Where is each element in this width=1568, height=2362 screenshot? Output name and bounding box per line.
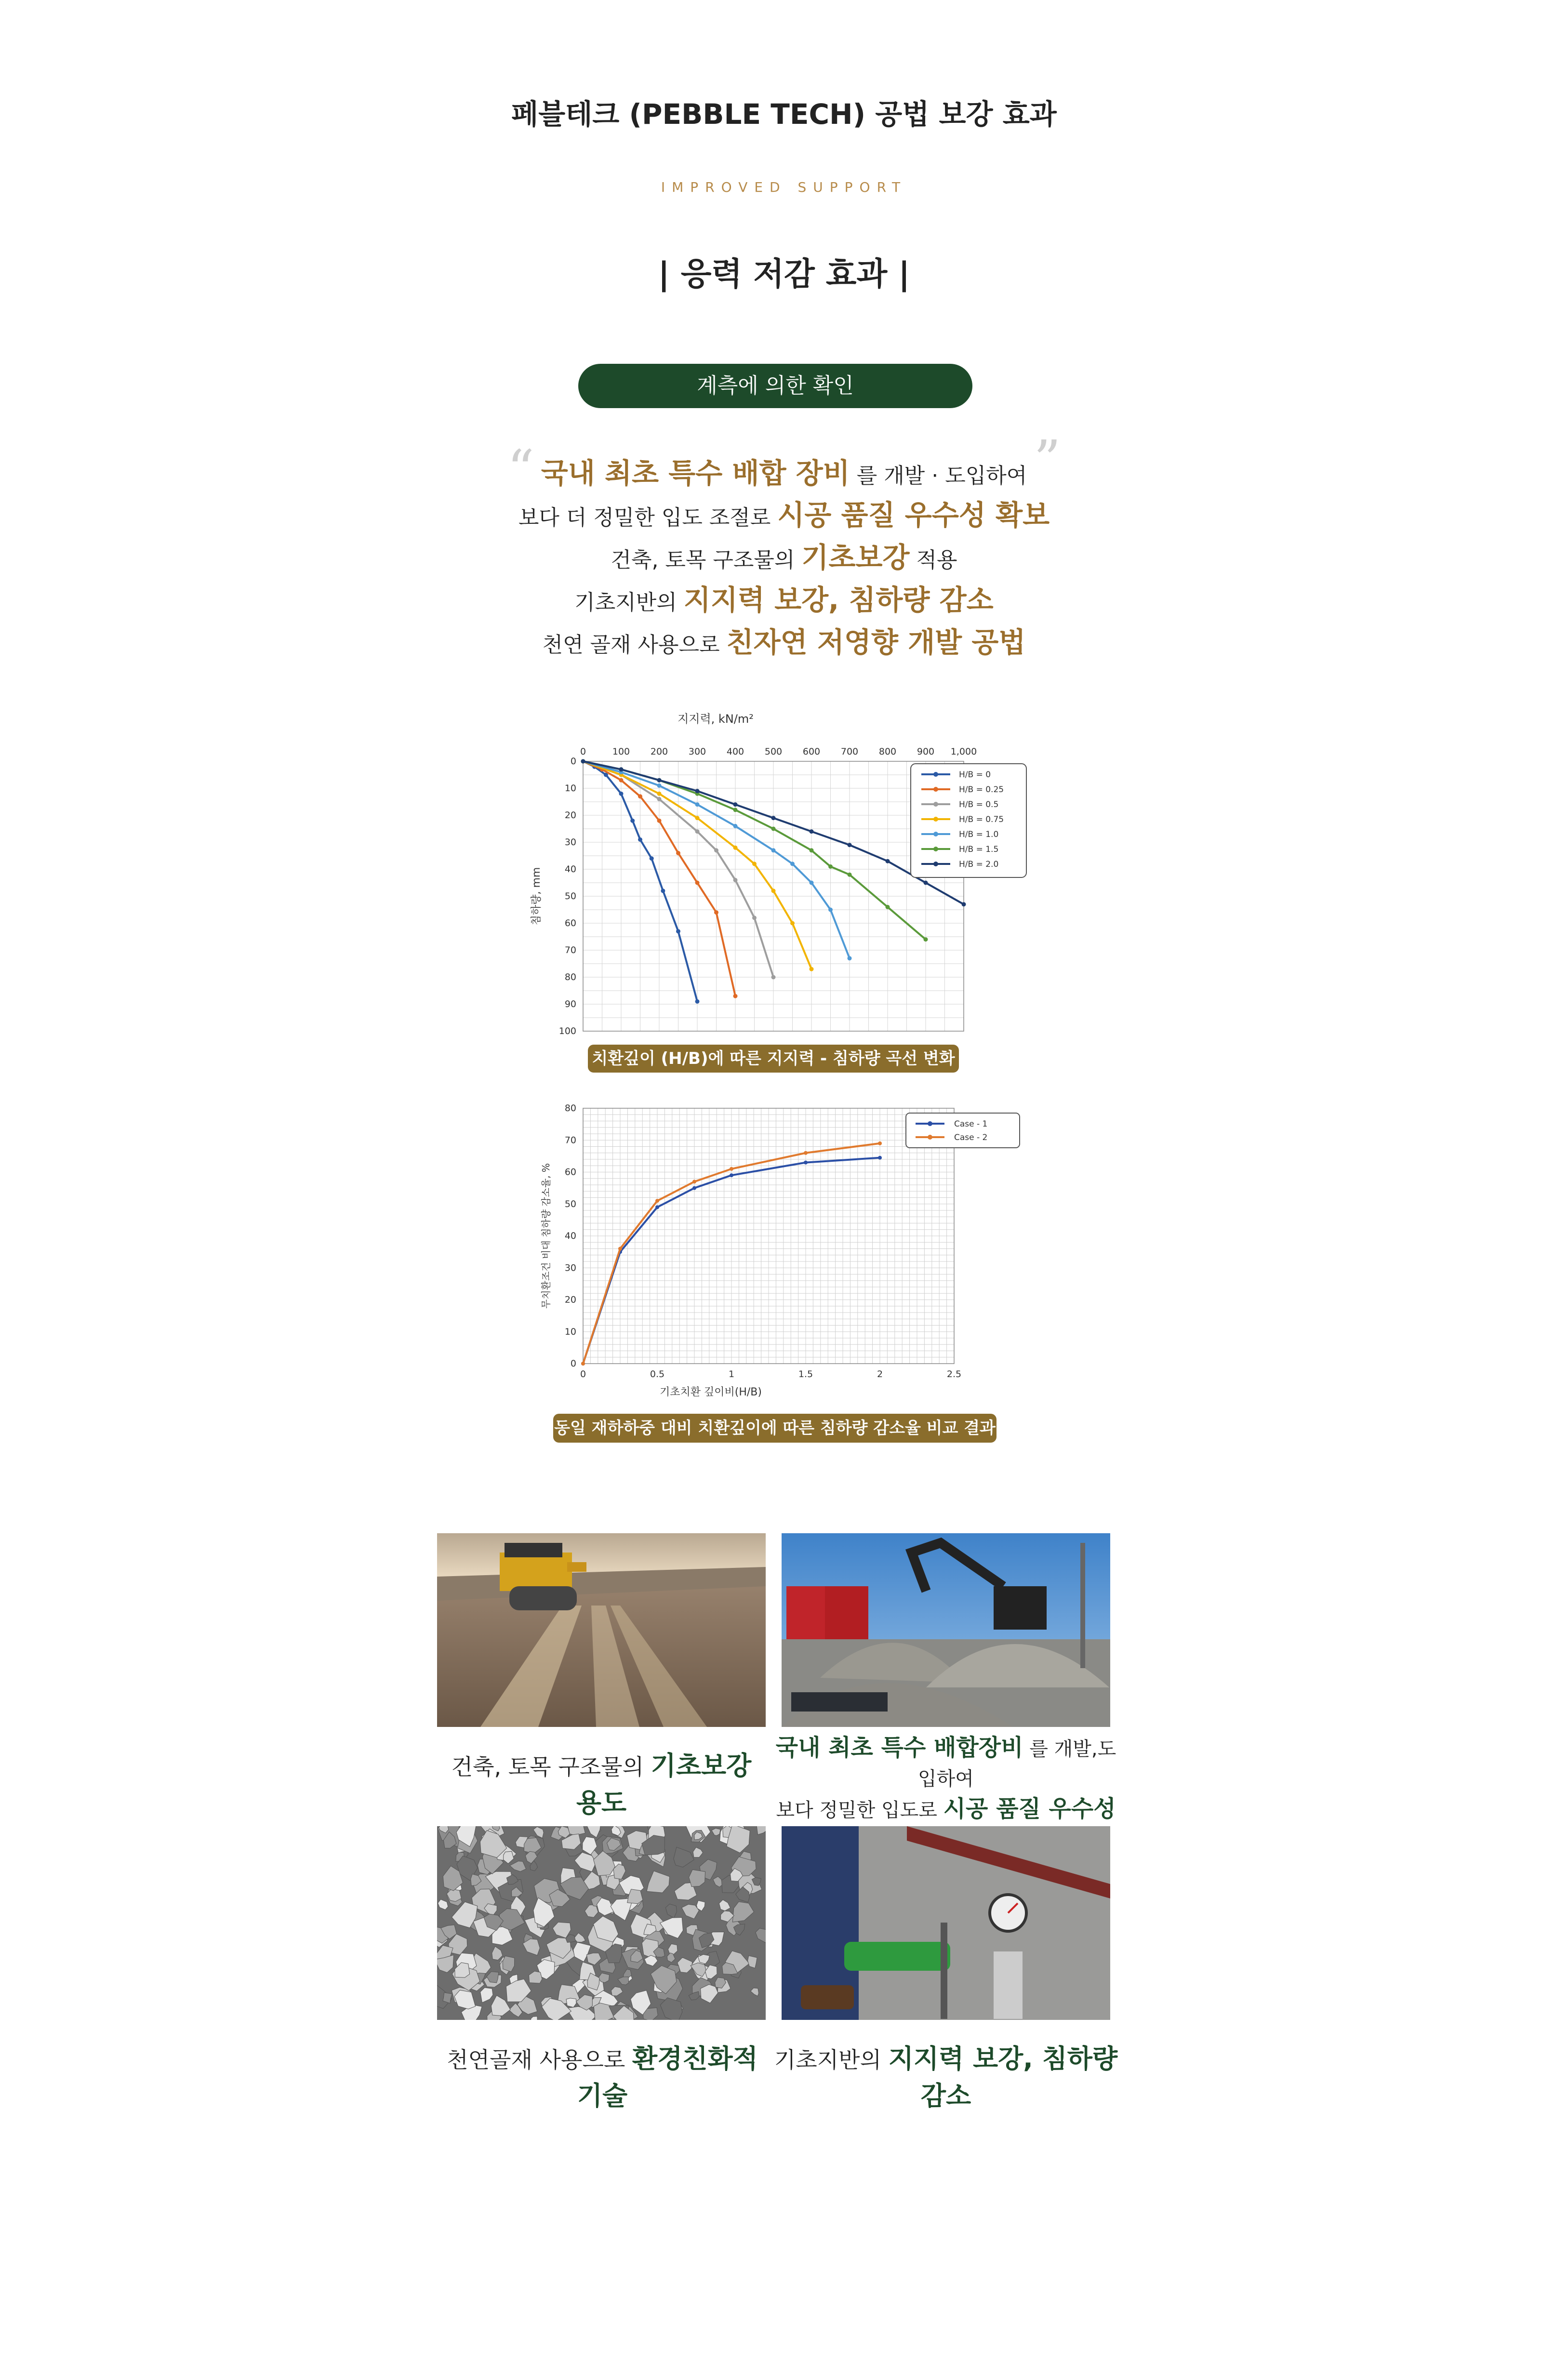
y-tick-label: 20 [564,810,576,821]
data-point [752,916,757,920]
data-point [790,921,795,926]
data-point [924,937,928,942]
data-point [655,1199,659,1203]
photo-road-roller [437,1533,766,1727]
data-point [695,881,700,885]
x-tick-label: 0 [580,746,586,757]
feature-4-text: 기초지반의 [574,590,684,615]
y-tick-label: 40 [564,864,576,875]
data-point [581,759,585,764]
photo2-caption-line2-pre: 보다 정밀한 입도로 [776,1799,943,1821]
photo2-caption-line2-hl: 시공 품질 우수성 [943,1795,1116,1822]
subtitle-en: IMPROVED SUPPORT [661,179,907,195]
data-point [714,848,718,852]
data-point [848,873,852,877]
data-point [771,816,776,820]
feature-line-3 [0,535,1568,575]
feature-3-text: 건축, 토목 구조물의 [611,548,802,572]
x-tick-label: 200 [650,746,668,757]
y-tick-label: 10 [564,1326,576,1337]
data-point [848,956,852,960]
x-tick-label: 1,000 [950,746,977,757]
data-point [630,819,635,823]
x-tick-label: 800 [878,746,897,757]
legend-marker [933,847,938,851]
data-point [581,1362,585,1366]
y-tick-label: 40 [564,1231,576,1241]
photo-gravel-closeup [437,1826,766,2020]
y-tick-label: 10 [564,783,576,794]
data-point [804,1161,808,1165]
feature-line-2 [0,492,1568,533]
y-tick-label: 30 [564,1262,576,1274]
data-point [771,889,776,893]
photo1-caption-pre: 건축, 토목 구조물의 [451,1754,651,1780]
data-point [657,797,662,801]
road-roller-icon [437,1533,766,1727]
data-point [676,851,680,855]
data-point [655,1205,659,1209]
data-point [733,878,738,882]
data-point [619,792,624,796]
y-tick-label: 60 [564,1167,576,1178]
photo1-caption [437,1745,766,1819]
y-tick-label: 20 [564,1294,576,1305]
x-tick-label: 0 [580,1369,586,1380]
data-point [695,789,700,793]
y-tick-label: 0 [570,756,576,767]
photo1-caption-hl: 기초보강 용도 [576,1751,752,1818]
feature-2-highlight: 시공 품질 우수성 확보 [777,499,1050,531]
legend-marker [928,1135,932,1140]
chart1-title: 지지력, kN/m² [678,712,754,726]
feature-4-highlight: 지지력 보강, 침하량 감소 [683,584,994,616]
photo3-caption-pre: 천연골재 사용으로 [447,2047,632,2073]
close-quote: ” [1034,429,1061,491]
y-tick-label: 50 [564,1198,576,1209]
legend-label: H/B = 0.75 [959,815,1004,824]
photo2-caption-mid: 를 개발,도입하여 [918,1738,1116,1790]
data-point [733,808,738,812]
load-test-icon [782,1826,1110,2020]
confirmation-pill: 계측에 의한 확인 [578,364,972,408]
legend-marker [933,802,938,807]
data-point [733,802,738,807]
legend-marker [933,862,938,866]
feature-line-1 [0,429,1568,500]
x-tick-label: 2 [877,1369,883,1380]
legend-label: H/B = 0.25 [959,785,1004,795]
photo3-caption-hl: 환경친화적 기술 [577,2044,758,2111]
legend-label: H/B = 1.0 [959,830,999,839]
y-tick-label: 80 [564,972,576,982]
chart2-ylabel: 무치환조건 비대 침하량 감소율, % [540,1163,552,1309]
feature-line-4 [0,577,1568,618]
y-tick-label: 70 [564,1135,576,1146]
data-point [692,1180,696,1183]
data-point [848,843,852,847]
data-point [804,1151,808,1155]
x-tick-label: 1 [728,1369,735,1380]
data-point [695,802,700,807]
data-point [810,967,814,971]
y-tick-label: 100 [558,1026,576,1036]
legend-label: Case - 2 [954,1133,988,1142]
open-quote: “ [507,438,534,500]
data-point [676,929,680,933]
data-point [886,859,890,863]
photo-load-test [782,1826,1110,2020]
feature-3-text2: 적용 [909,548,957,572]
section-heading: | 응력 저감 효과 | [658,255,910,292]
legend-marker [928,1121,932,1126]
data-point [733,846,738,850]
load-settlement-chart [520,703,1050,1041]
data-point [810,881,814,885]
data-point [638,837,642,842]
y-tick-label: 50 [564,891,576,902]
data-point [695,829,700,834]
x-tick-label: 900 [917,746,935,757]
data-point [733,824,738,828]
y-tick-label: 30 [564,837,576,848]
chart1-caption: 치환깊이 (H/B)에 따른 지지력 - 침하량 곡선 변화 [588,1045,959,1073]
data-point [638,794,642,798]
photo2-caption-hl: 국내 최초 특수 배합장비 [775,1734,1023,1761]
data-point [657,783,662,788]
data-point [714,910,718,915]
data-point [771,975,776,980]
x-tick-label: 600 [802,746,821,757]
legend-label: H/B = 2.0 [959,860,999,869]
legend-label: H/B = 0 [959,770,991,780]
feature-line-5 [0,620,1568,660]
feature-5-highlight: 친자연 저영향 개발 공법 [726,626,1026,659]
data-point [730,1173,733,1177]
data-point [752,862,757,866]
data-point [650,856,654,861]
page-title: 페블테크 (PEBBLE TECH) 공법 보강 효과 [511,98,1057,131]
data-point [657,819,662,823]
feature-5-text: 천연 골재 사용으로 [542,633,727,657]
data-point [886,905,890,909]
legend-marker [933,817,938,822]
x-tick-label: 100 [612,746,630,757]
legend-label: H/B = 0.5 [959,800,999,809]
feature-1-text: 를 개발 · 도입하여 [850,464,1027,488]
photo4-caption-hl: 지지력 보강, 침하량 감소 [888,2044,1118,2111]
photo4-caption-pre: 기초지반의 [774,2047,889,2073]
data-point [924,881,928,885]
data-point [695,999,700,1004]
data-point [657,778,662,783]
data-point [657,792,662,796]
data-point [695,816,700,820]
gravel-closeup-icon [437,1826,766,2020]
photo4-caption [771,2038,1121,2112]
data-point [619,778,624,783]
data-point [730,1167,733,1171]
data-point [810,848,814,852]
data-point [619,767,624,771]
x-tick-label: 400 [726,746,744,757]
legend-box [906,1113,1020,1148]
legend-marker [933,832,938,836]
photo3-caption [434,2038,771,2112]
data-point [962,902,966,906]
x-tick-label: 2.5 [946,1369,962,1380]
y-tick-label: 80 [564,1103,576,1114]
x-tick-label: 500 [764,746,783,757]
y-tick-label: 0 [570,1358,576,1369]
data-point [810,829,814,834]
data-point [828,908,833,912]
x-tick-label: 1.5 [798,1369,813,1380]
y-tick-label: 70 [564,945,576,955]
data-point [733,994,738,998]
settlement-reduction-chart [525,1094,1036,1412]
chart1-ylabel: 침하량, mm [531,867,543,926]
chart2-caption: 동일 재하하중 대비 치환깊이에 따른 침하량 감소율 비교 결과 [553,1414,997,1443]
data-point [661,889,665,893]
data-point [771,827,776,831]
data-point [878,1156,882,1160]
data-point [828,864,833,869]
chart2-xlabel: 기초치환 깊이비(H/B) [660,1386,762,1398]
y-tick-label: 60 [564,918,576,929]
legend-label: H/B = 1.5 [959,845,999,854]
x-tick-label: 0.5 [650,1369,665,1380]
data-point [790,862,795,866]
feature-2-text: 보다 더 정밀한 입도 조절로 [518,505,778,530]
legend-marker [933,772,938,777]
legend-label: Case - 1 [954,1119,988,1129]
photo-excavator-gravel [782,1533,1110,1727]
x-tick-label: 700 [840,746,859,757]
data-point [692,1186,696,1190]
data-point [878,1141,882,1145]
feature-1-highlight: 국내 최초 특수 배합 장비 [541,457,850,490]
feature-3-highlight: 기초보강 [801,541,910,574]
x-tick-label: 300 [688,746,706,757]
y-tick-label: 90 [564,999,576,1009]
excavator-gravel-icon [782,1533,1110,1727]
data-point [618,1247,622,1251]
legend-marker [933,787,938,792]
data-point [771,848,776,852]
